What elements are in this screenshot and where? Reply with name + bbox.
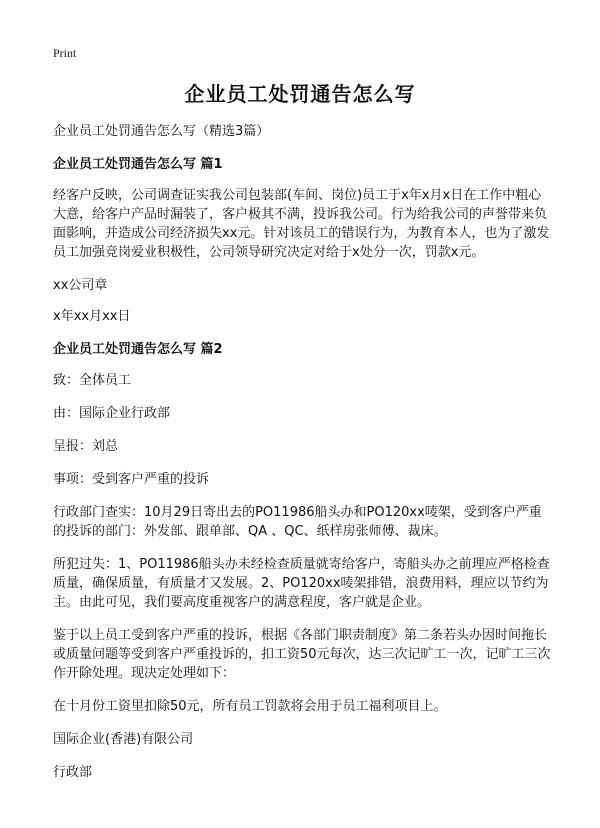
section1-seal: xx公司章 bbox=[53, 278, 108, 293]
section2-paragraph-4: 在十月份工资里扣除50元，所有员工罚款将会用于员工福利项目上。 bbox=[53, 699, 447, 714]
section2-from: 由：国际企业行政部 bbox=[53, 406, 171, 421]
section2-paragraph-3: 鉴于以上员工受到客户严重的投诉，根据《各部门职责制度》第二条若头办因时间拖长或质量问题等受到客户严重投诉的，扣工资50元每次，达三次记旷工一次，记旷工三次作开除处理。现决定处理如下： bbox=[53, 628, 551, 681]
section2-heading: 企业员工处罚通告怎么写 篇2 bbox=[53, 342, 223, 357]
section2-department: 行政部 bbox=[53, 765, 93, 780]
print-label: Print bbox=[53, 46, 77, 60]
section1-paragraph: 经客户反映，公司调查证实我公司包装部(车间、岗位)员工于x年x月x日在工作中粗心大意，给客户产品时漏装了，客户极其不满，投诉我公司。行为给我公司的声誉带来负面影响，并造成公司经济损失xx元。针对该员工的错误行为，为教育本人，也为了激发员工加强竞岗爱业积极性，公司领导研究决定对给于x处分一次，罚款x元。 bbox=[53, 188, 550, 260]
document-body bbox=[53, 120, 553, 796]
section2-paragraph-2: 所犯过失：1、PO11986船头办未经检查质量就寄给客户，寄船头办之前理应严格检查质量，确保质量，有质量才又发展。2、PO120xx唛架排错，浪费用料，理应以节约为主。由此可见，我们要高度重视客户的满意程度，客户就是企业。 bbox=[53, 557, 550, 610]
document-subtitle: 企业员工处罚通告怎么写（精选3篇） bbox=[53, 124, 270, 139]
section2-subject: 事项：受到客户严重的投诉 bbox=[53, 472, 210, 487]
section2-cc: 呈报：刘总 bbox=[53, 439, 119, 454]
section1-heading: 企业员工处罚通告怎么写 篇1 bbox=[53, 157, 223, 172]
document-title: 企业员工处罚通告怎么写 bbox=[184, 82, 416, 106]
section2-company: 国际企业(香港)有限公司 bbox=[53, 732, 194, 747]
section1-date: x年xx月xx日 bbox=[53, 309, 131, 324]
section2-to: 致：全体员工 bbox=[53, 373, 132, 388]
section2-paragraph-1: 行政部门查实：10月29日寄出去的PO11986船头办和PO120xx唛架，受到客户严重的投诉的部门：外发部、跟单部、QA 、QC、纸样房张师傅、裁床。 bbox=[53, 505, 542, 539]
